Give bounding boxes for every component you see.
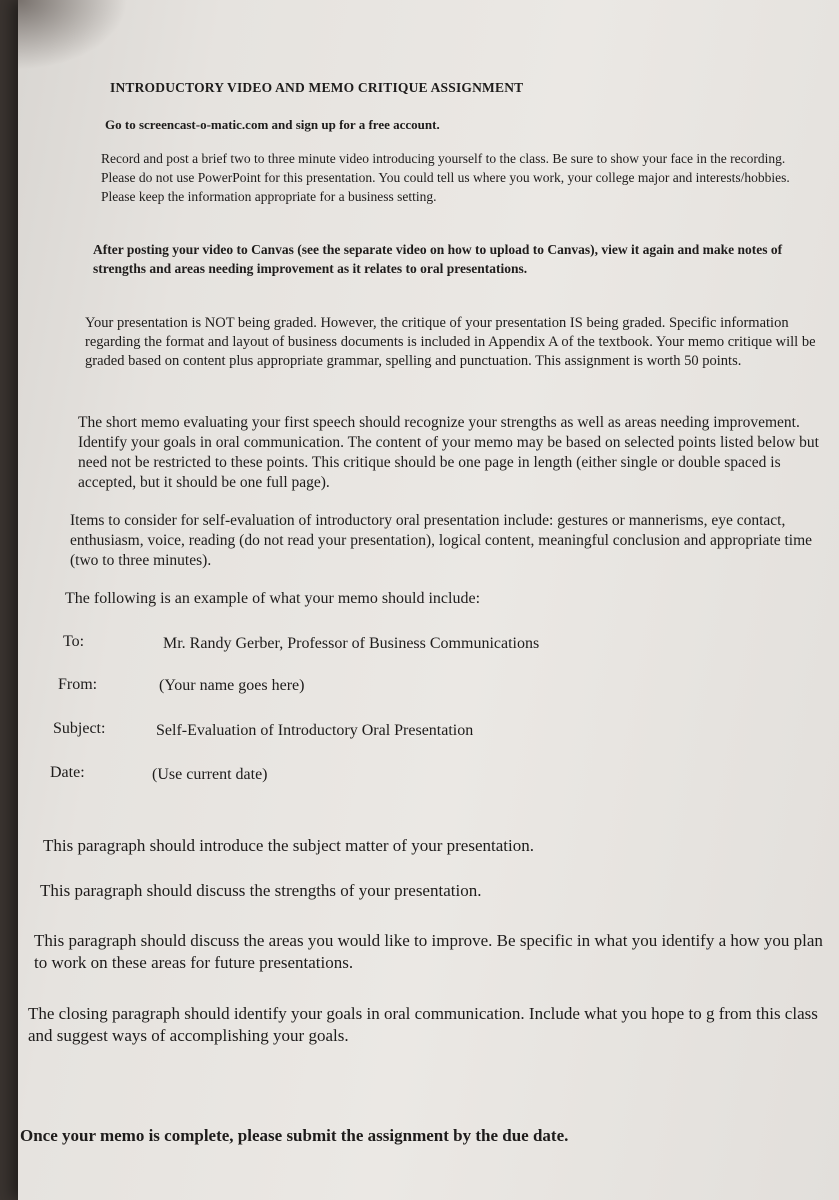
memo-date-value: (Use current date) bbox=[152, 766, 268, 783]
guidance-improve-paragraph: This paragraph should discuss the areas you would like to improve. Be specific in what you identify a how you plan to work on these areas for future presentations. bbox=[34, 931, 823, 972]
paragraph-after-posting: After posting your video to Canvas (see the separate video on how to upload to Canvas), view it again and make notes of strengths and areas needing improvement as it relates to oral presentations. bbox=[93, 242, 783, 276]
guidance-intro-paragraph: This paragraph should introduce the subject matter of your presentation. bbox=[43, 836, 534, 855]
memo-from-label: From: bbox=[58, 676, 98, 693]
submit-note: Once your memo is complete, please submit the assignment by the due date. bbox=[20, 1126, 569, 1145]
memo-date-label: Date: bbox=[50, 764, 85, 781]
memo-from-value: (Your name goes here) bbox=[159, 677, 305, 694]
memo-to-label: To: bbox=[63, 633, 85, 650]
paragraph-grading: Your presentation is NOT being graded. However, the critique of your presentation IS being graded. Specific information regarding the format and layout of business documents is included in Appendix A of the textbook. Your memo critique will be graded based on content plus appropriate grammar, spelling and punctuation. This assignment is worth 50 points. bbox=[85, 315, 816, 369]
guidance-strengths-paragraph: This paragraph should discuss the strengths of your presentation. bbox=[40, 881, 482, 900]
guidance-closing-paragraph: The closing paragraph should identify your goals in oral communication. Include what you hope to g from this class and suggest ways of accomplishing your goals. bbox=[28, 1004, 818, 1045]
signup-instruction: Go to screencast-o-matic.com and sign up for a free account. bbox=[105, 117, 440, 132]
example-intro: The following is an example of what your memo should include: bbox=[65, 590, 481, 607]
memo-to-value: Mr. Randy Gerber, Professor of Business Communications bbox=[163, 635, 540, 652]
corner-shadow bbox=[18, 0, 128, 70]
paragraph-memo-evaluation: The short memo evaluating your first speech should recognize your strengths as well as areas needing improvement. Identify your goals in oral communication. The content of your memo may be based on selected points listed below but need not be restricted to these points. This critique should be one page in length (either single or double spaced is accepted, but it should be one full page). bbox=[78, 414, 819, 491]
memo-subject-label: Subject: bbox=[53, 720, 106, 737]
assignment-title: INTRODUCTORY VIDEO AND MEMO CRITIQUE ASSIGNMENT bbox=[110, 80, 524, 95]
paragraph-items-to-consider: Items to consider for self-evaluation of introductory oral presentation include: gestures or mannerisms, eye contact, enthusiasm, voice, reading (do not read your presentation), logical content, meaningful conclusion and appropriate time (two to three minutes). bbox=[70, 512, 813, 569]
paper-sheet bbox=[18, 0, 839, 1200]
memo-subject-value: Self-Evaluation of Introductory Oral Presentation bbox=[156, 722, 474, 739]
paragraph-record-video: Record and post a brief two to three minute video introducing yourself to the class. Be sure to show your face in the recording. Please do not use PowerPoint for this presentation. You could tell us where you work, your college major and interests/hobbies. Please keep the information appropriate for a business setting. bbox=[101, 151, 790, 204]
